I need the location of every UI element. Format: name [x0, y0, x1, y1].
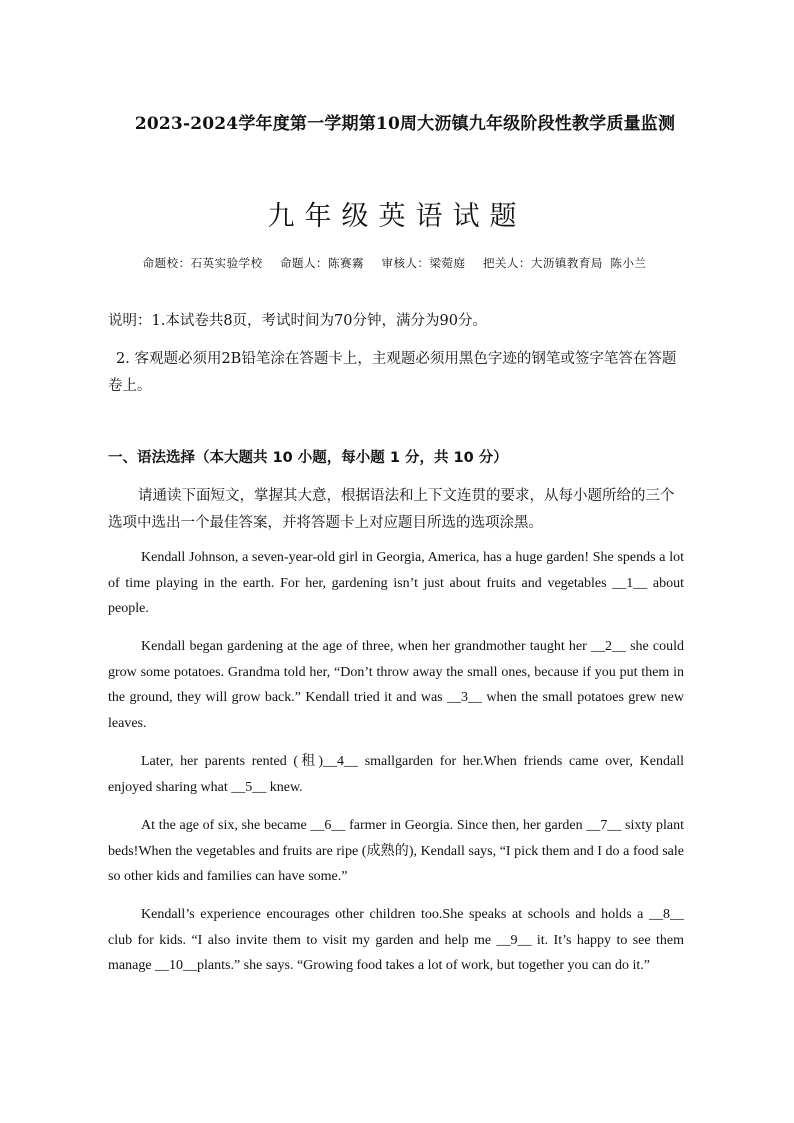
passage-paragraph: Kendall Johnson, a seven-year-old girl in Georgia, America, has a huge garden! She spends a lot of time playing in the earth. For her, gardening isn’t just about fruits and vegetables __1__ about people.	[108, 550, 684, 616]
passage-paragraph: Kendall’s experience encourages other children too.She speaks at schools and holds a __8__ club for kids. “I also invite them to visit my garden and help me __9__ it. It’s happy to see them manage __10__plants.” she says. “Growing food takes a lot of work, but together you can do it.”	[108, 907, 684, 973]
subject-title: 九年级英语试题	[267, 201, 527, 232]
passage-paragraph: Later, her parents rented (租)__4__ smallgarden for her.When friends came over, Kendall enjoyed sharing what __5__ knew.	[108, 754, 684, 795]
exam-note-1: 说明：1.本试卷共8页，考试时间为70分钟，满分为90分。	[108, 313, 487, 329]
passage-paragraph: Kendall began gardening at the age of three, when her grandmother taught her __2__ she could grow some potatoes. Grandma told her, “Don’t throw away the small ones, because if you put them in the ground, they will grow back.” Kendall tried it and was __3__ when the small potatoes grew new leaves.	[108, 639, 684, 731]
staff-supervisor: 把关人：大沥镇教育局 陈小兰	[482, 256, 647, 270]
section-instructions: 请通读下面短文，掌握其大意，根据语法和上下文连贯的要求，从每小题所给的三个选项中选出一个最佳答案，并将答题卡上对应题目所选的选项涂黑。	[108, 488, 675, 531]
staff-school: 命题校：石英实验学校	[142, 256, 263, 270]
staff-line	[112, 252, 687, 274]
exam-note-2: 2. 客观题必须用2B铅笔涂在答题卡上，主观题必须用黑色字迹的钢笔或签字笔答在答题卷上。	[108, 351, 677, 394]
staff-author: 命题人：陈赛霧	[280, 256, 365, 270]
section-heading: 一、语法选择（本大题共 10 小题，每小题 1 分，共 10 分）	[108, 450, 508, 466]
exam-title: 2023-2024学年度第一学期第10周大沥镇九年级阶段性教学质量监测	[134, 114, 676, 134]
staff-reviewer: 审核人：梁菀庭	[381, 256, 466, 270]
passage-paragraph: At the age of six, she became __6__ farmer in Georgia. Since then, her garden __7__ sixty plant beds!When the vegetables and fruits are ripe (成熟的), Kendall says, “I pick them and I do a food sale so other kids and families can have some.”	[108, 818, 684, 884]
